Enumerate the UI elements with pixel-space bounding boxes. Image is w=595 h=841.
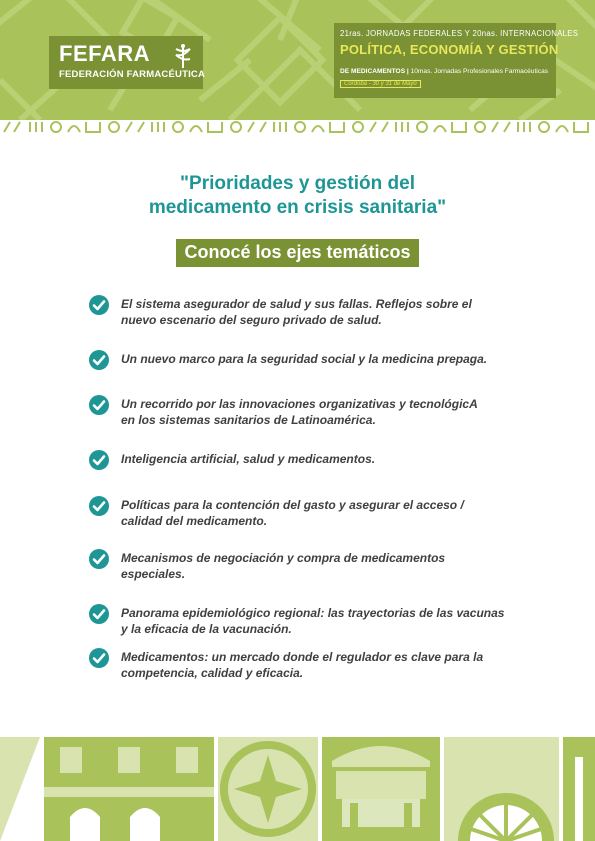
event-date: Córdoba - 30 y 31 de Mayo [340,80,421,88]
ornamental-frieze [0,120,595,134]
logo-subtitle: FEDERACIÓN FARMACÉUTICA [59,69,206,80]
section-subtitle: Conocé los ejes temáticos [176,239,418,267]
theme-text-line2: en los sistemas sanitarios de Latinoamérica. [121,413,376,427]
logo-title: FEFARA [59,41,150,66]
theme-text-line2: y la eficacia de la vacunación. [121,622,292,636]
check-circle-icon [89,496,109,516]
event-subtitle [340,68,548,75]
event-info-box [334,23,579,98]
check-circle-icon [89,295,109,315]
check-circle-icon [89,549,109,569]
theme-text-line2: especiales. [121,567,186,581]
theme-text-line1: Un recorrido por las innovaciones organizativas y tecnológicA [121,397,478,411]
event-subtitle-rest: 10mas. Jornadas Profesionales Farmacéuticas [408,68,549,75]
footer-fan-arch-shape [444,737,559,841]
check-circle-icon [89,648,109,668]
event-edition: 21ras. JORNADAS FEDERALES Y 20nas. INTERNACIONALES [340,29,579,38]
header-banner [0,0,595,120]
theme-text-line1: Políticas para la contención del gasto y asegurar el acceso / [121,498,464,512]
check-circle-icon [89,350,109,370]
footer-vault-shape [322,737,440,841]
frieze-pattern [0,120,595,134]
page-title-line1: "Prioridades y gestión del [180,173,415,194]
footer-compass-shape [218,737,318,841]
theme-text-line1: Un nuevo marco para la seguridad social y la medicina prepaga. [121,352,488,366]
theme-text-line1: Panorama epidemiológico regional: las trayectorias de las vacunas [121,606,505,620]
theme-text-line2: calidad del medicamento. [121,514,268,528]
theme-text-line1: Medicamentos: un mercado donde el regulador es clave para la [121,650,484,664]
theme-text-line2: nuevo escenario del seguro privado de salud. [121,313,382,327]
theme-text-line1: Mecanismos de negociación y compra de medicamentos [121,551,446,565]
theme-text-line1: Inteligencia artificial, salud y medicamentos. [121,452,376,466]
check-circle-icon [89,604,109,624]
footer-triangle-shape [0,737,40,841]
subtitle-banner [0,239,595,267]
theme-text [121,351,531,367]
footer-colonnade-shape [44,737,214,841]
page-title-line2: medicamento en crisis sanitaria" [148,197,447,218]
event-title: POLÍTICA, ECONOMÍA Y GESTIÓN [340,42,559,57]
footer-edge-shape [563,737,595,841]
footer-architecture-illustration [0,737,595,841]
event-subtitle-bold: DE MEDICAMENTOS | [340,68,409,75]
theme-text [121,497,531,529]
theme-text [121,605,531,637]
theme-text [121,451,531,467]
theme-text [121,649,531,681]
theme-text [121,396,531,428]
theme-text [121,550,531,582]
page-title [0,172,595,220]
caduceus-icon [173,43,193,69]
theme-text [121,296,531,328]
theme-text-line1: El sistema asegurador de salud y sus fallas. Reflejos sobre el [121,297,472,311]
theme-text-line2: competencia, calidad y eficacia. [121,666,304,680]
check-circle-icon [89,395,109,415]
fefara-logo[interactable] [49,36,206,89]
check-circle-icon [89,450,109,470]
